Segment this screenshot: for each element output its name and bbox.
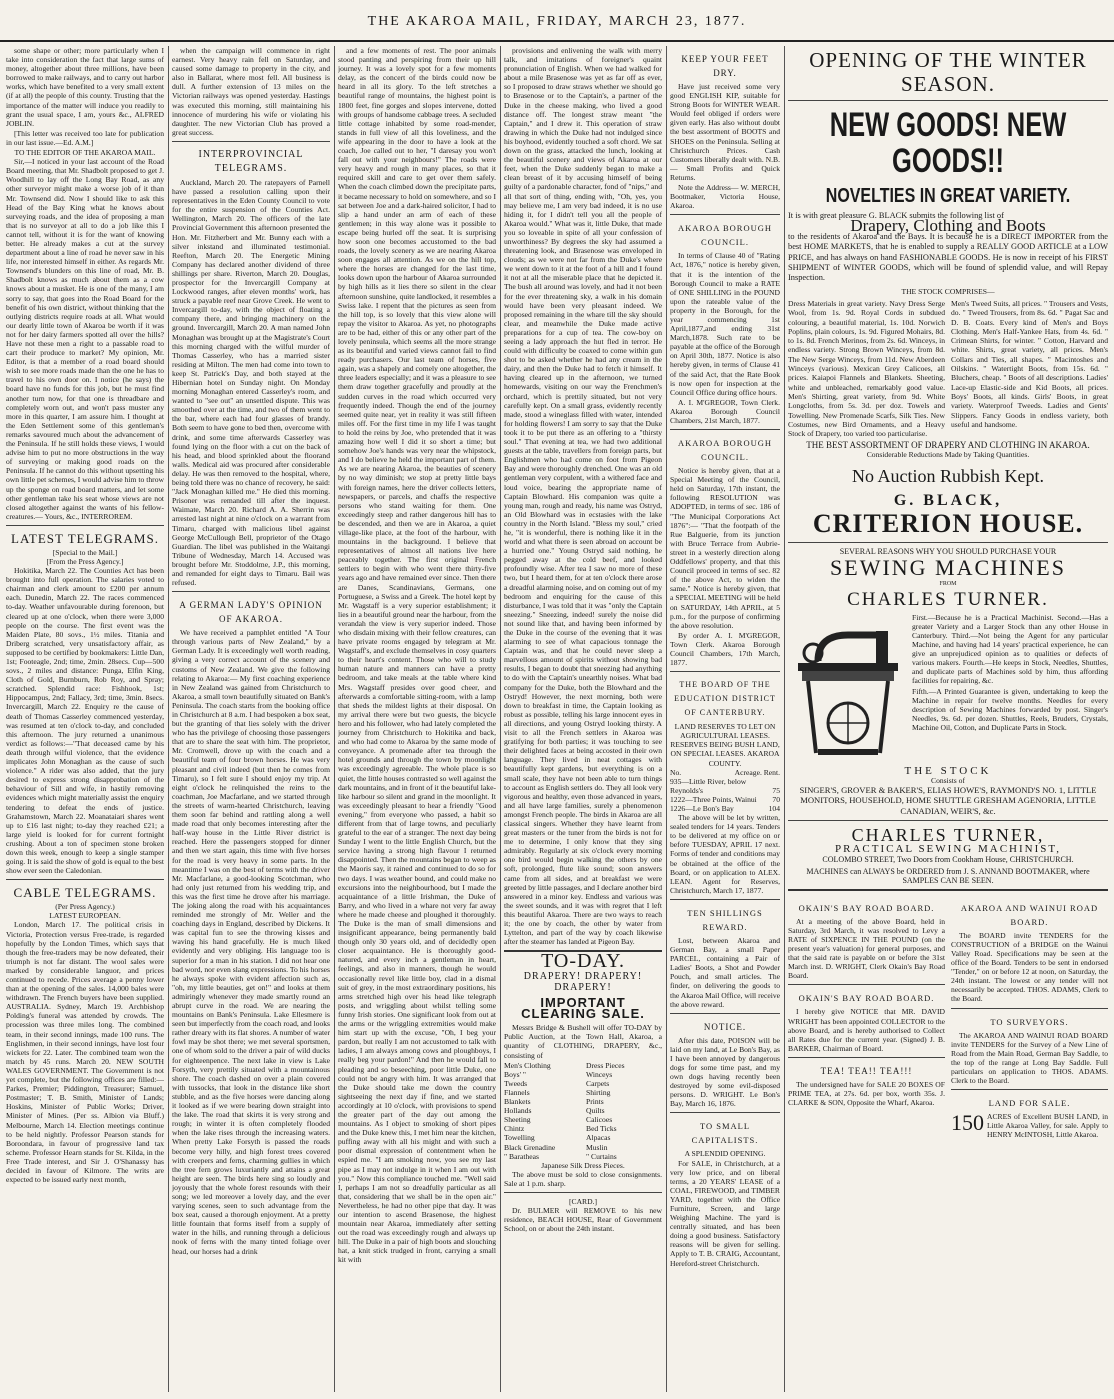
turner-address: COLOMBO STREET, Two Doors from Cookham House, CHRISTCHURCH. xyxy=(822,854,1074,864)
cable-continued: when the campaign will commence in right earnest. Very heavy rain fell on Saturday, and caused some damage to property in the city, and also in Ballarat, where most fell. All business is dull. A further extension of 13 miles on the Victorian railways was opened yesterday. Hastings was executed this morning, still maintaining his innocence of murdering his wife or violating his daughter. The new Victorian Club has proved a great success. xyxy=(172,46,330,137)
clearing-sale-body: Messrs Bridge & Bushell will offer TO-DAY by Public Auction, at the Town Hall, Akaroa, a quantity of CLOTHING, DRAPERY, &c., consisting of xyxy=(504,1023,662,1060)
table-row xyxy=(670,786,780,795)
divider xyxy=(788,1057,945,1058)
german-lady-body: We have received a pamphlet entitled "A Tour through various parts of New Zealand," by a German Lady. It is exceedingly well worth reading, giving a very correct account of the scenery and customs of New Zealand. We give the following relating to Akaroa:— My first coaching experience in New Zealand was gained from Christchurch to Akaroa, a small town beautifully situated on Bank's Peninsula. The coach starts from the booking office in Christchurch at 8 a.m. I had bespoken a box seat, but the granting of that lies solely with the driver who has the privilege of choosing those passengers that are to share the seat with him. The proprietor, Mr. Cromwell, drove up with the coach and a beautiful team of four brown horses. He was very pleasant and civil indeed (but then he comes from Timaru), so I felt sure I should enjoy my trip. At eight o'clock he relinquished the reins to the coachman, Joe Macfarlane, and we started through the streets of warm-hearted Christchurch, leaving them soon far behind and rattling along a well made road that only becomes interesting after the half-way house in the Little River district is reached. Here the passengers stopped for dinner and then we start again, this time with five horses for the road is very heavy in some parts. In the meantime I was on the best of terms with the driver Mr. Macfarlane, a good-looking Scotchman, who had only just returned from his wedding trip, and this was the first time he drove after his marriage. The joking along the road with his acquaintances reminded me strongly of Mr. Weller and the coaching days in England, described by Dickens. It was capital fun to see the throwing kisses and waving his hand gracefully. He is much liked evidently and very obliging. His language too is superior for a man in his station. I did not hear one bad word, nor even slang expressions. To his horses he always spoke with evident affection such as, "oh, my little beauties, get on!" and looks at them admiringly whenever they made smartly round an abrupt curve in the road. We are nearing the mountains on Bank's Peninsula. Lake Ellesmere is seen but imperfectly from the coach road, and looks rather dreary with its flat shores. A number of water fowl may be shot there; we met several sportsmen, one of whom sold to the driver a pair of wild ducks for eighteenpence. The next lake in view is Lake Forsyth, very prettily situated with a mountainous shore. The coach dashed on over a plain covered with tussocks, that look in the distance like short stubble, and as the five horses were dancing along it looked as if we were bearing down straight into the lake. The road that skirts it is very strong and rough; in winter it is often completely flooded when the lake rises through the increasing waters. When pretty Lake Forsyth is passed the roads become very hilly, and high forest trees covered with creepers and ferns, charming gullies in which the tree fern grows luxuriantly and attains a great height are seen. The birds here sing so loudly and joyously that the whole forest resounds with their song; we led moreover a lovely day, and the ever varying scenes, seen to such advantage from the box seat, caused a thorough enjoyment. At a pretty little fountain that forms itself from a supply of water in the hills, and running through a delicious nook of ferns with the many tinted foliage over head, our horses had a drink xyxy=(172,628,330,1256)
newspaper-title: THE AKAROA MAIL, FRIDAY, MARCH 23, 1877. xyxy=(367,14,747,29)
to-editor: TO THE EDITOR OF THE AKAROA MAIL. xyxy=(14,148,156,158)
cable-telegrams-heading: CABLE TELEGRAMS. xyxy=(13,885,157,901)
borough-council2-sign: By order A. I. M'GREGOR, Town Clerk. Akaroa Borough Council Chambers, 17th March, 1877. xyxy=(670,630,780,668)
consists-of: Consists of xyxy=(931,775,965,785)
cable-european: LATEST EUROPEAN. xyxy=(49,911,121,921)
divider xyxy=(670,1013,780,1014)
list-right xyxy=(586,1061,662,1161)
divider xyxy=(504,1192,662,1193)
german-lady-continued: and a few moments of rest. The poor animals stood panting and perspiring from their up hill journey. It was a lovely spot for a few moments delay, as the concert of the birds could now be heard in all its glory. To the left stretches a beautiful range of mountains, the highest point is 1800 feet, fine gorges and slopes intervene, dotted with groups of handsome cabbage trees. A secluded little cottage inhabited by some road-mender, stands in full view of all this loveliness, and the wife appearing in the door to have a look at the coach, Joe called out to her, "I daresay you won't fall out with your neighbours!" The roads were very heavy and rough in many places, so that it required skill and care to get over them safely. When the coach climbed down the precipitate parts, it became necessary to hold on somewhere, and so I sat between Joe and a dark-haired solicitor, I had to slip a hand under an arm of each of these gentlemen; in this way alone was it possible to escape being hurled off the seat. It is surprising how soon one becomes accustomed to the bad roads, the lovely scenery as we are nearing Akaroa soon engages all attention. As we on the hill top, where the horses are changed for the last time, looks down upon the harbour of Akaroa surrounded by high hills as it lies there so silent in the clear afternoon sunshine, quite landlocked, it resembles a Swiss lake. I repent that the pictures as seen from the hill top, is so lovely that this view alone will repay the visitor to Akaroa. As yet, no photographs are to be had, either of this or any other part of the lovely peninsula, which seems all the more strange as its beautiful and varied views cannot fail to find ready purchasers. Our last team of horses, five again, was a shapely and comely one altogether, the three leaders especially; and it was a pleasure to see them draw together gracefully and proudly at the sudden curves in the road which occurred very frequently indeed. Though the end of the journey seemed quite near, yet in reality it was still fifteen miles off. For the first time in my life I was taught to hold the reins by Joe, who pretended that it was amazing how well I did it so short a time; but somehow Joe's hands was very near the whipstock, and I do believe he held the important part of them. As we are nearing Akaroa, the beauties of scenery by no way diminish; we stop at pretty little bays with foreign names, here the driver collects letters, newspapers, or parcels, and chaffs the respective persons who stand waiting for them. One exceedingly steep and rather dangerous hill has to be descended, and then we are in Akaroa, a quiet village-like place, at the foot of the harbour, with mountains in the background. I believe that representatives of almost all nations live here peaceably together. The first original French settlers to begin with who went there thirty-five years ago and have remained ever since. Then there are Danes, Scandinavians, Germans, one Portuguese, a Swiss and a Greek. The hotel kept by Mr. Wagstaff is a very superior establishment; it lies in a beautiful ground near the harbour, from the verandah the view is very superior indeed. Those who disdain mixing with their fellow creatures, can have private rooms engaged by telegram at Mr. Wagstaff's, and exclude themselves in cosy quarters to their heart's content. Those who will to study human nature and manners can have a pretty bedroom, and take meals at the table where kind Mrs. Wagstaff presides over good cheer, and afterwards a comfortable sitting-room, with a lamp that sheds the mildest lights at their disposal. On my arrival there were but two guests, the bicycle hero and his follower, who had lately completed the journey from Christchurch to Hokitika and back, and who had come to Akaroa by the same mode of conveyance. A promenade after tea through the hotel grounds and through the town by moonlight was exceedingly agreeable. The whole place is so quiet, the little houses contrasted so well against the dark mountains, and in front of it the beautiful lake-like harbour so silent and grand in the moonlight. It was exceedingly pleasant to hear a friendly "Good evening," from everyone who passed, a habit so different from that of large towns, and peculiarly grateful to the ear of a stranger. The next day being Sunday I went to the little English Church, but the service having a strong high flavour I returned disappointed. Then the mountains began to weep as the Maoris say, it rained and continued to do so for two days. I was weather bound, and could make no excursions into the neighbourhood, but I made the acquaintance of a little Irishman, the Duke of Barry, and who lived in a whare not very far away where he made cheese and ploughed it thoroughly. The Duke is the man of small dimensions and insignificant appearance, being permanently bald though only 30 years old, and of decidedly open closer acquaintance. He is thoroughly good-natured, and every inch a gentleman in heart, feelings, and also in manners, though he would occasionally revel like little boy, clad in a dismal suit of grey, in the most extraordinary positions, his arms stretched high over his head like telegraph posts, and wriggling about whilst telling some funny Irish stories. One significant look from out at the arms or the wriggling extremities would make him start up with the excuse, "Oh, I beg your pardon, but really I am not accustomed to talk with ladies, I am always among cows and ploughboys, I really beg your pardon!" And then he would fall to pleading and so beseeching, poor little Duke, one could not be angry with him. It was arranged that the Duke should take me down the country sightseeing the next day if fine, and we started accordingly at 10 o'clock, with provisions to spend the greater part of the day out among the mountains. As I object to smoking of short pipes and the Duke knew this, I met him near the kitchen, puffing away with all his might and with such a poor dismal expression of contentment when he espied me. "I am smoking now, you see my last pipe as I may not indulge in it when I am out with you." Now this compliance touched me. "Well said I, perhaps I am not so dreadfully particular as all that, considering that we shall be in the open air." Nevertheless, he had no other pipe that day. It was our intention to ascend Brasenose, the highest mountain near Akaroa, immediately after setting out the road was exceedingly rough and always up hill. The Duke in a pair of high boots and slouching hat, a knit stick trudged in front, carrying a small kit with xyxy=(338,46,496,1265)
table-cell: 1226—Le Bon's Bay xyxy=(670,804,734,813)
reserves-table xyxy=(670,768,780,813)
sewing-section xyxy=(788,613,1108,767)
intro-text: It is with great pleasure G. BLACK submits the following list of xyxy=(788,211,1004,220)
no-auction: No Auction Rubbish Kept. xyxy=(852,465,1044,486)
clearing-sale-end: The above must be sold to close consignments. Sale at 1 p.m. sharp. xyxy=(504,1169,662,1188)
divider xyxy=(788,100,1108,101)
practical-machinist: PRACTICAL SEWING MACHINIST, xyxy=(834,843,1062,856)
sew-reasons-body: First.—Because he is a Practical Machinist. Second.—Has a greater Variety and a Larger Stock than any other House in Canterbury. Third.—Not being the Agent for any particular Machine, and having had 14 years' practical experience, he can give an unprejudiced opinion as to qualities or defects of various makers. Fourth.—He keeps in Stock, Needles, Shuttles, and duplicate parts of Machines sold by him, thus affording facilities for repairing, &c. xyxy=(912,612,1108,686)
charles-turner-title: CHARLES TURNER. xyxy=(847,588,1049,610)
divider xyxy=(6,879,164,880)
interprovincial-heading: INTERPROVINCIAL TELEGRAMS. xyxy=(198,148,304,174)
divider xyxy=(670,214,780,215)
list-item: Sheeting xyxy=(504,1115,531,1125)
today-drapery: DRAPERY! DRAPERY! DRAPERY! xyxy=(523,971,643,994)
charles-turner-name: CHARLES TURNER, xyxy=(851,825,1045,846)
surveyors-body: The AKAROA AND WAINUI ROAD BOARD invite TENDERS for the Survey of a New Line of Road from the Main Road, German Bay Saddle, to the top of the range at Long Bay Saddle. Full particulars on application to THOS. ADAMS. Clerk to the Board. xyxy=(951,1030,1108,1086)
list-item: Tweeds xyxy=(504,1078,528,1088)
divider xyxy=(6,525,164,526)
divider xyxy=(670,429,780,430)
stock-list xyxy=(788,299,1108,438)
editor-note: [This letter was received too late for publication in our last issue.—Ed. A.M.] xyxy=(6,128,164,147)
column-2 xyxy=(172,46,330,1392)
letter-end: some shape or other; more particularly when I take into consideration the fact that large sums of money, altogether about three millions, have been borrowed to make railways, and to carry out harbor works, which have benefited to a very small extent (if at all) the people of this county. Trusting that the importance of the matter will induce you readily to grant the usual space, I am, yours &c., ALFRED JOBLIN. xyxy=(6,46,164,128)
list-item: Flannels xyxy=(504,1087,530,1097)
list-item: Men's Clothing xyxy=(504,1060,551,1070)
list-item: " Baratheas xyxy=(504,1151,539,1161)
education-heading: THE BOARD OF THE EDUCATION DISTRICT OF CANTERBURY. xyxy=(674,680,776,718)
sew-from: FROM xyxy=(939,580,957,587)
borough-council2-body: Notice is hereby given, that at a Special Meeting of the Council, held on Saturday, 17th instant, the following RESOLUTION was ADOPTED, in terms of sec. 186 of "The Municipal Corporations Act 1876":— "That the footpath of the Rue Balguerie, from its junction with Bruce Terrace from Aubrie-street in a westerly direction along Oddfellows' property, and that this Council proceed in terms of sec. 82 of the above Act, to widen the same." Notice is hereby given, that a SPECIAL MEETING will be held on SATURDAY, 14th APRIL, at 5 p.m., for the purpose of confirming the above resolution. xyxy=(670,466,780,630)
okain-heading: OKAIN'S BAY ROAD BOARD. xyxy=(798,902,935,913)
clearing-sale-list-end: Japanese Silk Dress Pieces. xyxy=(541,1160,625,1170)
cable-body: London, March 17. The political crisis in Victoria, Protection versus Free-trade, is regarded hopefully by the London Times, which says that though the free-traders may be now defeated, their triumph is not far distant. The wool sales were marked by considerable languor, and prices continued to recede. Prices average a penny lower than at the opening of the sales. 14,000 bales were withdrawn. The French buyers have been supplied. AUSTRALIA. Sydney, March 19. Archbishop Polding's funeral was attended by crowds. The procession was three miles long. The combined team, in their second innings, made 100 runs. The Englishmen, in their second innings, have lost four wickets for 22. Later. The combined team won the match by 45 runs. March 20. NEW SOUTH WALES GOVERNMENT. The Government is not yet complete, but the following offices are filled:—Parkes, Premier; Piddington, Treasurer; Samuel, Postmaster; T. B. Smith, Minister of Lands; Hoskins, Minister of Public Works; Driver, Minister of Mines. (Per ss. Albion via Bluff.) Melbourne, March 14. Election meetings continue to be held nightly. Professor Pearson stands for Boroondara, in favour of progressive land tax scheme. Professor Hearn stands for St. Kilda, in the Free Trade interest, and Sir J. O'Shanassy has decided in favour of Kilmore. The writs are expected to be issued early next month, xyxy=(6,920,164,1185)
tea-heading: TEA! TEA!! TEA!!! xyxy=(820,1065,913,1076)
sewing-machines-title: SEWING MACHINES xyxy=(830,554,1066,580)
table-row xyxy=(670,795,780,804)
clearing-sale-heading: IMPORTANT CLEARING SALE. xyxy=(521,995,645,1022)
column-rule xyxy=(784,46,785,1392)
table-cell: 104 xyxy=(768,804,780,813)
telegrams-body: Hokitika, March 22. The Counties Act has been brought into full operation. The salaries voted to chairman and clerk amount to £200 per annum each. Dunedin, March 22. The races commenced to-day. Weather unfavourable during forenoon, but cleared up at one o'clock, when there were 3,000 people on the course. The first event was the Maiden Plate, 80 sovs., 1½ miles. Titania and Driberg scratched, very unsatisfactory affair, as supposed to be certified by bookmakers: Little Dan, 1st; Footeagle, 2nd; time, 2min. 28secs. Cup—500 sovs., 2 miles and distance: Punga, Elfin King, Cloth of Gold, Burnburn, Rob Roy, and Spray; scratched. Splendid race: Fishhook, 1st; Hippocampus, 2nd; Fallacy, 3rd; time, 3min. 8secs. Invercargill, March 22. Enquiry re the cause of death of Thomas Casserley commenced yesterday, was resumed at ten o'clock to-day, and concluded this afternoon. The jury returned a unanimous verdict as follows:—"That deceased came by his death through wilful violence, that the evidence implicates John Monaghan as the cause of such violence." A rider was also added, that the jury desired to express strong disapprobation of the behaviour of Sill and wife, in hastily removing evidences which might materially assist the enquiry tendering to defeat the ends of justice. Grahamstown, March 22. Moanataiari shares went up to £16 last night; to-day they reached £21; a large yield is looked for for current fortnight crushing. About a ton of specimen stone broken down this week, enough to keep a single stamper going. It is said the show of gold is equal to the best show ever seen the Caledonian. xyxy=(6,566,164,876)
bottom-left xyxy=(788,895,945,1140)
keep-feet-heading: KEEP YOUR FEET DRY. xyxy=(681,54,769,78)
list-item: Muslin xyxy=(586,1142,608,1152)
stock-right: Men's Tweed Suits, all prices. " Trousers and Vests, do. " Tweed Trousers, from 8s. 6d. " Pagat Sac and D. B. Coats. Every kind of Men's and Boys Clothing. Men's Half-Yankee Hats, from 4s. 6d. " Crimean Shirts, for winter. " Cotton, Harvard and white. Shirts, great variety, all prices. Men's Collars and Ties, all shapes. " Macintoshes and Oilskins. " Watertight Boots, from 15s. 6d. " Bluchers, cheap. " Boots of all descriptions. Ladies' Lace-up Elastic-side and Kid Boots, all prices. Boys' Boots, all kinds. Girls' Boots, in great variety. Waterproof Tweeds. Ladies and Gents' Slippers. Fancy Goods in endless variety, both useful and handsome. xyxy=(951,298,1108,429)
borough-council-body: In terms of Clause 40 of "Rating Act, 1876," notice is hereby given, that it is the intention of the Borough Council to make a RATE of ONE SHILLING in the POUND upon the rateable value of the property in the Borough, for the year commencing 1st April,1877,and ending 31st March,1878. Such rate to be payable at the office of the Borough on April 30th, 1877. Notice is also hereby given, in terms of Clause 41 of the said Act, that the Rate Book is now open for inspection at the Council Office during office hours. xyxy=(670,251,780,397)
keep-feet-body: Have just received some very good ENGLISH KIP, suitable for Strong Boots for WINTER WEAR. Would feel obliged if orders were given early. Has also without doubt the best assortment of BOOTS and SHOES on the Peninsula. Selling at Christchurch Prices. Cash Customers liberally dealt with. N.B. — Small Profits and Quick Returns. xyxy=(670,82,780,182)
column-rule xyxy=(500,46,501,1392)
telegrams-press: [From the Press Agency.] xyxy=(46,556,124,566)
table-cell: 1222—Three Points, Wainui xyxy=(670,794,757,804)
table-cell: No. xyxy=(670,767,682,777)
column-1 xyxy=(6,46,164,1392)
education-sub: LAND RESERVES TO LET ON AGRICULTURAL LEASES. xyxy=(674,722,776,741)
list-item: Carpets xyxy=(586,1078,610,1088)
black-advertisement xyxy=(788,46,1108,1392)
list-item: Alpacas xyxy=(586,1133,611,1143)
land-acres: 150 xyxy=(951,1110,984,1136)
list-item: Dress Pieces xyxy=(586,1060,625,1070)
tea-body: The undersigned have for SALE 20 BOXES OF PRIME TEA, at 27s. 6d. per box, worth 35s. J. CLARKE & SON, Opposite the Wharf, Akaroa. xyxy=(788,1079,945,1108)
education-body: The above will be let by written, sealed tenders for 14 years. Tenders to be delivered at my office on or before TUESDAY, APRIL 17 next. Forms of tender and conditions may be obtained at the office of the Board, or on application to ALEX. LEAN. Agent for Reserves, Christchurch, March 17, 1877. xyxy=(670,813,780,895)
table-cell: 75 xyxy=(772,785,780,795)
reward-heading: TEN SHILLINGS REWARD. xyxy=(687,907,763,932)
list-item: Calicoes xyxy=(586,1115,613,1125)
list-item: Towelling xyxy=(504,1133,535,1143)
black-intro xyxy=(788,211,1108,284)
divider xyxy=(172,141,330,142)
okain2-body: I hereby give NOTICE that MR. DAVID WRIGHT has been appointed COLLECTOR to the above Board, and is hereby authorised to Collect all Rates due for the current year. (Signed) J. B. BARKER, Chairman of Board. xyxy=(788,1007,945,1053)
brands: SINGER'S, GROVER & BAKER'S, ELIAS HOWE'S, RAYMOND'S NO. 1, LITTLE MONITORS, HOUSEHOLD, HOME SHUTTLE GRESHAM AGENORIA, LITTLE CANADIAN, WEIR'S, &c. xyxy=(799,784,1097,816)
column-3 xyxy=(338,46,496,1392)
telegrams-special: [Special to the Mail.] xyxy=(52,547,118,557)
divider xyxy=(670,899,780,900)
capitalists-body: For SALE, in Christchurch, at a very low price, and on liberal terms, a 20 YEARS' LEASE of a COAL, FIREWOOD, and TIMBER YARD, together with the Office Furniture, Screen, and large Weighing Machine. The yard is centrally situated, and has been doing a good business. Satisfactory reasons will be given for selling. Apply to T. B. CRAIG, Accountant, Hereford-street Christchurch. xyxy=(670,1158,780,1268)
list-item: Quilts xyxy=(586,1106,605,1116)
divider xyxy=(788,820,1108,821)
table-cell: 935—Little River, below xyxy=(670,776,747,786)
okain2-heading: OKAIN'S BAY ROAD BOARD. xyxy=(798,993,935,1004)
borough-council2-heading: AKAROA BOROUGH COUNCIL. xyxy=(677,438,773,463)
table-cell: Reynolds's xyxy=(670,785,704,795)
sewing-machine-icon xyxy=(788,615,908,765)
borough-council-sign: A. I. M'GREGOR, Town Clerk. Akaroa Borough Council Chambers, 21st March, 1877. xyxy=(670,397,780,425)
german-lady-heading: A GERMAN LADY'S OPINION OF AKAROA. xyxy=(179,600,323,625)
g-black: G. BLACK, xyxy=(893,491,1003,509)
clearing-sale-ad xyxy=(504,950,662,1188)
capitalists-sub: A SPLENDID OPENING. xyxy=(684,1149,766,1159)
wainui-heading: AKAROA AND WAINUI ROAD BOARD. xyxy=(960,902,1099,927)
intro-body: to the residents of Akaroa and the Bays. It is because he is a DIRECT IMPORTER from the best HOME MARKETS, that he is enabled to supply a REALLY GOOD ARTICLE at a LOW PRICE, and has always on hand FASHIONABLE GOODS. He is now in receipt of his FIRST SHIPMENT of WINTER GOODS, which will be found of splendid value, and will Repay Inspection. xyxy=(788,231,1108,283)
column-4 xyxy=(504,46,662,1392)
divider xyxy=(951,1008,1108,1009)
notice-heading: NOTICE. xyxy=(703,1021,747,1032)
land-heading: LAND FOR SALE. xyxy=(988,1098,1071,1109)
card-label: [CARD.] xyxy=(568,1196,598,1206)
column-rule xyxy=(168,46,169,1392)
bottom-notices xyxy=(788,895,1108,1140)
land-ad xyxy=(951,1112,1108,1139)
sew-reasons: SEVERAL REASONS WHY YOU SHOULD PURCHASE YOUR xyxy=(839,546,1057,556)
bottom-right xyxy=(951,895,1108,1140)
table-cell: Acreage. Rent. xyxy=(734,767,780,777)
column-5 xyxy=(670,46,780,1392)
okain-body: At a meeting of the above Board, held in Saturday, 3rd March, it was resolved to Levy a RATE of SIXPENCE IN THE POUND (on the present year's valuation) for general purposes, and that the said rate is payable on or before the 31st March inst. D. WRIGHT, Clerk Okain's Bay Road Board. xyxy=(788,916,945,981)
criterion-house: CRITERION HOUSE. xyxy=(812,508,1084,538)
best-assortment: THE BEST ASSORTMENT OF DRAPERY AND CLOTHING IN AKAROA. xyxy=(806,440,1090,451)
new-goods-title: NEW GOODS! NEW GOODS!! xyxy=(829,106,1067,180)
keep-feet-sign: Note the Address— W. MERCH, Bootmaker, Victoria House, Akaroa. xyxy=(670,183,780,211)
stock-left: Dress Materials in great variety. Navy Dress Serge Wool, from 1s. 9d. Royal Cords in subdued colouring, a beautiful material, 1s. 10d. Norwich Poplins, plain colours, 1s. 9d. Figured Mohairs, 8d. to 1s. 8d. French Merinos, from 2s. 6d. Winceys, in endless variety. Strong Brown Winceys, from 8d. The New Serge Winceys, from 11d. New Aberdeen Winceys (various). Mexican Grey Calicoes, all prices. Kaiapoi Flannels and Blankets. Sheeting, white and unbleached, remarkably good value. Men's Shirting, great variety, from 9d. White Longcloths, from 5s. 3d. per doz. Towels and Towelling. New Promenade Scarfs, Silk Ties. New Costumes, new Bird Ornaments, and a Heavy Stock of Drapery, too varied too particularise. xyxy=(788,298,945,439)
list-item: Bed Ticks xyxy=(586,1124,617,1134)
table-cell: 70 xyxy=(772,794,780,804)
clearing-sale-list xyxy=(504,1061,662,1161)
list-item: Chintz xyxy=(504,1124,525,1134)
wainui-body: The BOARD invite TENDERS for the CONSTRUCTION of a BRIDGE on the Wainui Valley Road. Specifications may be seen at the office of the Board. Tenders to be sent in endorsed "Tender," on or before 12 at noon, on Saturday, the 24th instant. The lowest or any tender will not necessarily be accepted. THOS. ADAMS, Clerk to the Board. xyxy=(951,930,1108,1004)
the-stock: THE STOCK xyxy=(904,764,992,777)
table-row xyxy=(670,804,780,813)
borough-council-heading: AKAROA BOROUGH COUNCIL. xyxy=(677,223,773,248)
novelties-title: NOVELTIES IN GREAT VARIETY. xyxy=(825,185,1071,207)
interprovincial-body: Auckland, March 20. The ratepayers of Parnell have passed a resolution calling upon their representatives in the Eden County Council to vote for the entire suspension of the Counties Act. Wellington, March 20. The officers of the late Provincial Government this afternoon presented the Hon. Mr. Fitzherbert and Mr. Bunny each with a silver inkstand and illuminated testimonial. Reefton, March 20. The Energetic Mining Company has declared another dividend of three shillings per share. Riverton, March 20. Douglas, prospector for the Invercargill Company at Lockwood ranges, after eleven months' work, has struck a payable reef near Grove Creek. He went to Invercargill to-day, with the object of floating a company there, and bringing machinery on the ground. Invercargill, March 20. A man named John Monaghan was brought up at the Magistrate's Court this morning charged with the wilful murder of Thomas Casserley, who has a married sister residing at Milton. The men had come into town to keep St. Patrick's Day, and both stayed at the Hibernian hotel on Sunday night. On Monday morning Monaghan entered Casserley's room, and wanted to "see out" an unsettled dispute. This was smoothed over at the time, and two of them went to the bar, where each had four glasses of brandy. Both seem to have gone to bed then, overcome with drink, and some time afterwards Casserley was found lying on the floor with a cut on the back of his head, and blood sprinkled about the floorand walls. Medical aid was procured after considerable delay. He was then removed to the hospital, where, being told there was no chance of recovery, he said: "Jack Monaghan killed me." He died this morning. Prisoner was remanded till after the inquest. Waimate, March 20. Richard A. A. Sherrin was arrested last night at nine o'clock on a warrant from Timaru, charged with malicious libel against George McCullough Bell, proprietor of the Otago Guardian. The libel was published in the Waitangi Tribune of Wednesday, March 14. Accused was brought before Mr. Stoddolme, J.P., this morning, and remanded for eight days to Timaru. Bail was refused. xyxy=(172,177,330,588)
stock-title: THE STOCK COMPRISES— xyxy=(901,286,995,296)
divider xyxy=(788,984,945,985)
reductions: Considerable Reductions Made by Taking Quantities. xyxy=(866,450,1030,460)
list-left xyxy=(504,1061,580,1161)
list-item: Blankets xyxy=(504,1097,531,1107)
table-header xyxy=(670,768,780,777)
notice-body: After this date, POISON will be laid on my land, at Le Bon's Bay, as I have been annoyed by dangerous dogs for some time past, and my own dogs having recently been destroyed by some evil-disposed persons. D. WRIGHT. Le Bon's Bay, March 16, 1876. xyxy=(670,1035,780,1109)
table-row xyxy=(670,777,780,786)
german-lady-end: provisions and enlivening the walk with merry talk, and imitations of foreigner's quaint pronunciation of English. When we had walked for about a mile Brasenose was yet as far off as ever, so I proposed to draw straws whether we should go to Brasenose or to the Captain's, a partner of the Duke in the cheese making, who lived a good distance off. The longest straw meant "the Captain," and I drew it. This operation of straw drawing in which the Duke had not indulged since his boyhood, evidently touched a soft chord. We sat down on the grass, attacked the lunch, looking at the beautiful scenery and views of Akaroa at our feet, when the Duke suddenly began to make a clean breast of it by accusing himself of being guilty of a pardonable character, fond of "nips," and all that sort of thing, ending with, "Oh, yes, you may believe me, I am very bad indeed, it is no use hiding it, for I didn't tell you all the people of Akaroa would." What was it, little Duke, that made you so loveable in spite of all your confession of unworthiness? By degrees the sky had assumed a threatening look, and Brasenose was enveloped in clouds; as we were not far from the Duke's where we went down to it at the foot of a hill and I found it not at all the miserable place that he depicted it. The bush all around was lovely, and had it not been for the ever threatening sky, a walk in his domain would have been very pleasant indeed. We proposed remaining in the whare till the sky should clear, and meanwhile the Duke made active preparations for a cup of tea. The cow-boy on seeing a lady approach the hut fled in terror. He could with difficulty be coaxed to come within gun shot to be asked whether he had any cream in the dairy, and then the Duke had to fetch it himself. It having cleared up in the afternoon, we turned homewards, visiting on our way the Frenchmen's orchard, which is prettily situated, but not very carefully kept. On a small grass, evidently recently made, stood a wineglass filled with water, intended for holding flowers! I am sorry to say that the Duke took it to be put there as an offering to a "thirsty soul." That evening at tea, we had two additional guests at the table, travellers from foreign parts, but Englishmen who had come on foot from Pigeon Bay and were thoroughly drenched. One was an old gentleman very corpulent, with a withered face and loud voice, bearing the appropriate name of Captain Blowhard. His companion was quite a young man, rough and ready, his name was Ostryd, an Old Blowhard was in ecstasies with the lake country in the North Island. "Bless my soul," cried he, "it is wonderful, there is nothing like it in the world and what there is seen abroad on account be a hurried one." Young Ostryd said nothing, he pegged away at the cold beef, and looked profoundly wise. After tea I saw no more of these two, but I heard them, for at ten o'clock there arose a dreadful alarming noise, and on coming out of my bedroom and enquiring for the cause of this disturbance, I was told that it was "only the Captain sneezing." Sneezing, indeed! surely the noise did not sound like that, and having been informed by the Duke in the course of the evening that it was alarming to see of what capacious tonnage the Captain was, and that he could never sleep a marvellous amount of spirits without showing bad results, I began to doubt that sneezing had anything to do with the Captain's unearthly noises. What bad company for the Duke, both the Blowhard and the Ostryd! However, the next morning, both were down to breakfast in time, the Captain looking as robust as possible, telling his large innocent eyes in all directions, and young Ostryd looking thirsty. A visit to all the French settlers in Akaroa was gratifying for both parties; it was touching to see their delighted faces at being accosted in their own language. They lived in neat cottages with beautifully kept gardens, but everything is on a small scale, they have not been able to turn things to account as English settlers do. They all look very vigorous and healthy, even those advanced in years, and all have large families, surely a phenomenon amongst French people. The birds in Akaroa are all classical singers. Whether they have learnt from great masters or the tuner from the birds is not for me to determine, I only know that they sing admirably. Regularly at six o'clock every morning one bird would begin walking the others by one soft, prolonged, flute like sound; soon answers came from all sides, and at breakfast we were greeted by little passages, and I declare another bird answered in a minor key. Endless and various was the sweet sounds, and it was with regret that I left this beautiful Akaroa. There are two ways to reach it; the one by coach, the other by water from Lyttelton, and part of the way by coach likewise after the steamer has landed at Pigeon Bay. xyxy=(504,46,662,947)
masthead xyxy=(0,0,1114,42)
cable-press: (Per Press Agency.) xyxy=(55,902,115,912)
card-body: Dr. BULMER will REMOVE to his new residence, BEACH HOUSE, Rear of Government School, on or about the 24th instant. xyxy=(504,1206,662,1234)
today-heading: TO-DAY. xyxy=(541,950,625,973)
column-rule xyxy=(666,46,667,1392)
capitalists-heading: TO SMALL CAPITALISTS. xyxy=(691,1121,759,1146)
divider xyxy=(670,671,780,672)
list-item: Boys' " xyxy=(504,1069,526,1079)
divider xyxy=(788,889,1108,891)
land-body: ACRES of Excellent BUSH LAND, in Little Akaroa Valley, for sale. Apply to HENRY McINTOSH, Little Akaroa. xyxy=(987,1112,1108,1140)
list-item: Prints xyxy=(586,1097,604,1107)
annand-line: MACHINES can ALWAYS be ORDERED from J. S. ANNAND BOOTMAKER, where SAMPLES CAN BE SEEN. xyxy=(806,866,1090,885)
winter-season-title: OPENING OF THE WINTER SEASON. xyxy=(809,48,1087,96)
divider xyxy=(670,1112,780,1113)
education-sub2: RESERVES BEING BUSH LAND, ON SPECIAL LEASES. AKAROA COUNTY. xyxy=(670,740,780,768)
surveyors-heading: TO SURVEYORS. xyxy=(990,1016,1069,1027)
list-item: " Curtains xyxy=(586,1151,617,1161)
drapery-heading: Drapery, Clothing and Boots xyxy=(850,216,1046,236)
list-item: Black Grenadine xyxy=(504,1142,556,1152)
divider xyxy=(951,1089,1108,1090)
sew-reasons-body2: Fifth.—A Printed Guarantee is given, undertaking to keep the Machine in repair for twelve months. Needles for every description of Sewing Machines forwarded by post. Singer's Needles, 9s. 6d. per dozen. Shuttles, Reels, Bruders, Crystals, Machine Oil, Cotton, and Duplicate Parts in Stock. xyxy=(912,686,1108,732)
reward-body: Lost, between Akaroa and German Bay, a small Paper PARCEL, containing a Pair of Ladies' Boots, a Shot and Powder Pouch, and small articles. The finder, on delivering the goods to the Akaroa Mail Office, will receive the above reward. xyxy=(670,935,780,1009)
list-item: Hollands xyxy=(504,1106,532,1116)
list-item: Winceys xyxy=(586,1069,613,1079)
divider xyxy=(172,591,330,592)
column-rule xyxy=(334,46,335,1392)
list-item: Shirting xyxy=(586,1087,611,1097)
latest-telegrams-heading: LATEST TELEGRAMS. xyxy=(11,530,159,546)
letter-interrorem: Sir,—I noticed in your last account of the Road Board meeting, that Mr. Shadbolt proposed to get J. Woodhill to lay off the Long Bay Road, as any other surveyor might make a worse job of it than Mr. Townsend did. Now I should like to ask this Head of the Bay King what he knows about surveying roads, and the idea of proposing a man that is no surveyor at all to do a job like this I cannot tell, without it is for the want of knowing better. He already makes a cut at the survey department about a line of road he never saw in his life, nor interested himself in either. As regards Mr. Townsend's blunders on this line of road, Mr. B. Shadbolt knows as much about them as a cow knows about a musket. He is one of the many, I am sorry to say, that goes into the Road Board for the benefit of his own district, without thinking that the outlying districts require roads at all. What would our dearly little town of Akaroa be worth if it was not for her dairy farmers spotted all over the hills? Have not these men a right to a passable road to cart their produce to market? My opinion, Mr. Editor, is that a member of a road board should wish to see more roads made than the one he has to travel to his own door on. I notice (he says) the board have no funds for this job, but he must find another turn now, for that one is threadbare and completely worn out, and won't pass muster any more in this quarter, I am assure him. I thought at the Eden Settlement some of this gentleman's remarks savoured much about the advancement of the Peninsula. If he still holds these views, I would advise him to put no more obstructions in the way of surveying or making good roads on the Peninsula. If he cannot do this without upsetting his own little pet schemes, I would advise him to throw up the sponge on road board matters, and let some other gentleman take his seat whose views are not closed altogether against the wants of his fellow-creatures.— Yours, &c., INTERROREM. xyxy=(6,157,164,521)
divider xyxy=(788,542,1108,543)
